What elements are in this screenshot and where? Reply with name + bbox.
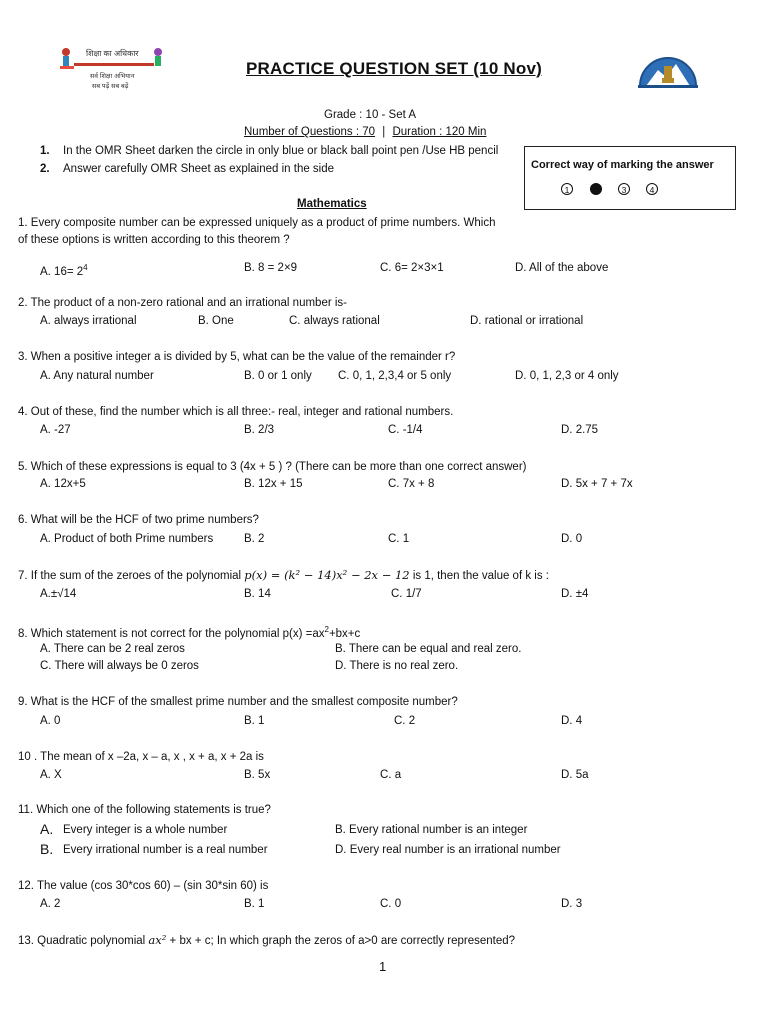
section-title: Mathematics	[297, 198, 367, 210]
q5-option-a: A. 12x+5	[40, 478, 86, 490]
q7-text-post: is 1, then the value of k is :	[409, 570, 549, 582]
q13-ax: ax²	[148, 933, 167, 947]
q7-option-c: C. 1/7	[391, 588, 422, 600]
q7-option-a: A.±√14	[40, 588, 77, 600]
omr-circle-4: 4	[646, 183, 658, 195]
q3-option-c: C. 0, 1, 2,3,4 or 5 only	[338, 370, 452, 382]
question-8	[18, 623, 360, 641]
q2-option-b: B. One	[198, 315, 234, 327]
duration: Duration : 120 Min	[392, 126, 487, 138]
page-number: 1	[379, 959, 387, 974]
q6-option-d: D. 0	[561, 533, 583, 545]
question-1-line2: of these options is written according to this theorem ?	[18, 234, 290, 246]
q9-option-d: D. 4	[561, 715, 583, 727]
q11-option-a-letter: A.	[40, 821, 54, 837]
question-10: 10 . The mean of x –2a, x – a, x , x + a, x + 2a is	[18, 751, 264, 763]
q8-option-b: B. There can be equal and real zero.	[335, 643, 522, 655]
q6-option-b: B. 2	[244, 533, 265, 545]
question-13	[18, 933, 515, 948]
q5-option-c: C. 7x + 8	[388, 478, 435, 490]
q2-option-d: D. rational or irrational	[470, 315, 584, 327]
q8-option-a: A. There can be 2 real zeros	[40, 643, 185, 655]
q8-option-c: C. There will always be 0 zeros	[40, 660, 199, 672]
q1-option-b: B. 8 = 2×9	[244, 262, 298, 274]
omr-circle-3: 3	[618, 183, 630, 195]
question-4: 4. Out of these, find the number which is all three:- real, integer and rational numbers.	[18, 406, 454, 418]
question-11: 11. Which one of the following statements is true?	[18, 804, 271, 816]
omr-circle-2-filled	[590, 183, 602, 195]
q11-option-c: Every irrational number is a real number	[63, 844, 268, 856]
q5-option-b: B. 12x + 15	[244, 478, 303, 490]
omr-circle-1: 1	[561, 183, 573, 195]
question-7	[18, 568, 549, 583]
instruction-2-text: Answer carefully OMR Sheet as explained in the side	[63, 163, 335, 175]
instruction-1-text: In the OMR Sheet darken the circle in only blue or black ball point pen /Use HB pencil	[63, 145, 499, 157]
q7-polynomial: p(x) = (k² − 14)x² − 2x − 12	[244, 568, 410, 582]
q9-option-c: C. 2	[394, 715, 416, 727]
q12-option-c: C. 0	[380, 898, 402, 910]
instruction-1-num: 1.	[40, 145, 50, 157]
q7-option-d: D. ±4	[561, 588, 589, 600]
rte-logo-line2: सब पढ़ें सब बढ़ें	[92, 83, 129, 90]
page-title: PRACTICE QUESTION SET (10 Nov)	[246, 59, 542, 78]
instruction-2-num: 2.	[40, 163, 50, 175]
q1-option-d: D. All of the above	[515, 262, 609, 274]
q8-text-end: +bx+c	[328, 627, 361, 640]
rte-logo	[56, 44, 168, 92]
state-emblem	[636, 44, 700, 90]
q12-option-b: B. 1	[244, 898, 265, 910]
q1-option-a	[40, 261, 88, 279]
num-questions: Number of Questions : 70	[244, 126, 376, 138]
rte-logo-title: शिक्षा का अधिकार	[86, 49, 139, 58]
q6-option-a: A. Product of both Prime numbers	[40, 533, 214, 545]
grade-text: Grade : 10 - Set A	[324, 109, 417, 121]
q4-option-c: C. -1/4	[388, 424, 423, 436]
rte-logo-line1: सर्व शिक्षा अभियान	[90, 73, 135, 80]
question-6: 6. What will be the HCF of two prime numbers?	[18, 514, 259, 526]
q10-option-d: D. 5a	[561, 769, 589, 781]
q13-text-pre: 13. Quadratic polynomial	[18, 935, 149, 947]
q11-option-c-letter: B.	[40, 841, 54, 857]
q10-option-a: A. X	[40, 769, 62, 781]
q5-option-d: D. 5x + 7 + 7x	[561, 478, 633, 490]
q1-option-a-text: A. 16= 2	[40, 265, 84, 278]
q8-text: 8. Which statement is not correct for the polynomial p(x) =ax	[18, 627, 325, 640]
q10-option-c: C. a	[380, 769, 402, 781]
q4-option-a: A. -27	[40, 424, 71, 436]
q12-option-d: D. 3	[561, 898, 583, 910]
q1-option-c: C. 6= 2×3×1	[380, 262, 444, 274]
question-5: 5. Which of these expressions is equal to 3 (4x + 5 ) ? (There can be more than one correct answer)	[18, 461, 527, 473]
q10-option-b: B. 5x	[244, 769, 271, 781]
q3-option-b: B. 0 or 1 only	[244, 370, 312, 382]
q13-text-post: + bx + c; In which graph the zeros of a>0 are correctly represented?	[166, 935, 516, 947]
omr-label: Correct way of marking the answer	[531, 159, 714, 171]
q4-option-b: B. 2/3	[244, 424, 275, 436]
q3-option-a: A. Any natural number	[40, 370, 154, 382]
q2-option-a: A. always irrational	[40, 315, 137, 327]
meta-separator: |	[382, 126, 386, 138]
q2-option-c: C. always rational	[289, 315, 380, 327]
omr-example-box	[524, 146, 736, 210]
q7-option-b: B. 14	[244, 588, 271, 600]
q11-option-b: B. Every rational number is an integer	[335, 824, 528, 836]
question-9: 9. What is the HCF of the smallest prime number and the smallest composite number?	[18, 696, 458, 708]
q9-option-b: B. 1	[244, 715, 265, 727]
question-3: 3. When a positive integer a is divided by 5, what can be the value of the remainder r?	[18, 351, 456, 363]
q9-option-a: A. 0	[40, 715, 61, 727]
q8-option-d: D. There is no real zero.	[335, 660, 459, 672]
q8-sup: 2	[324, 625, 329, 634]
q12-option-a: A. 2	[40, 898, 61, 910]
question-2: 2. The product of a non-zero rational and an irrational number is-	[18, 297, 348, 309]
meta-line	[244, 125, 486, 139]
q3-option-d: D. 0, 1, 2,3 or 4 only	[515, 370, 619, 382]
q6-option-c: C. 1	[388, 533, 410, 545]
q11-option-a: Every integer is a whole number	[63, 824, 228, 836]
question-1-line1: 1. Every composite number can be expressed uniquely as a product of prime numbers. Which	[18, 217, 496, 229]
q7-text-pre: 7. If the sum of the zeroes of the polynomial	[18, 570, 245, 582]
q11-option-d: D. Every real number is an irrational number	[335, 844, 561, 856]
question-12: 12. The value (cos 30*cos 60) – (sin 30*sin 60) is	[18, 880, 269, 892]
q4-option-d: D. 2.75	[561, 424, 599, 436]
q1-option-a-sup: 4	[83, 263, 88, 272]
